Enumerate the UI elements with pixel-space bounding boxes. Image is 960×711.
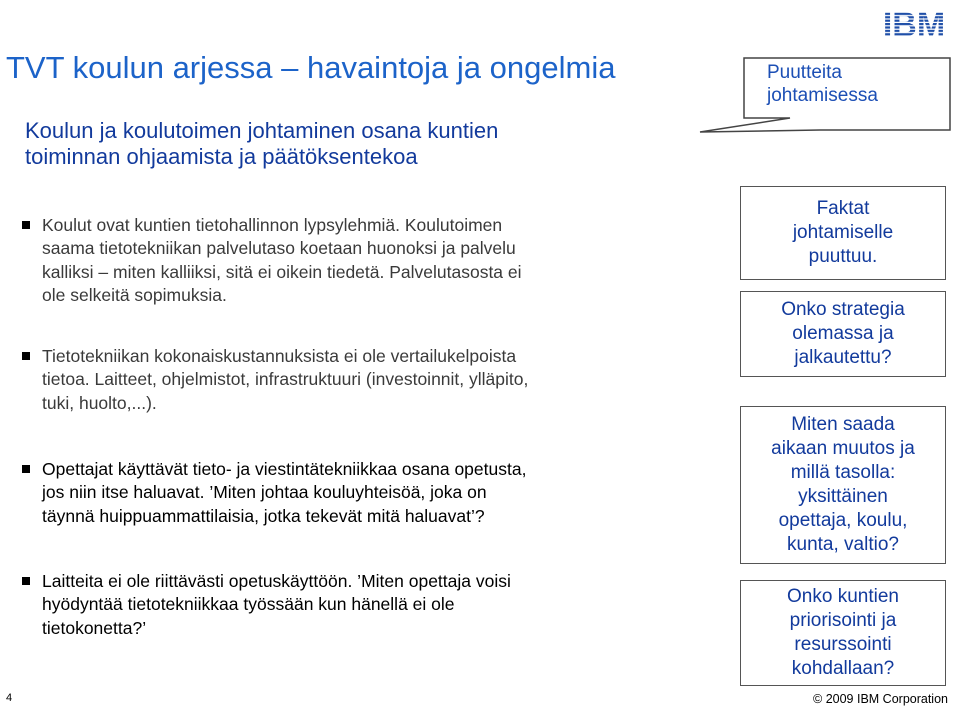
note-box-text: Faktat johtamiselle puuttuu. xyxy=(792,198,894,267)
note-box-text: Miten saada aikaan muutos ja millä tasolla: yksittäinen opettaja, koulu, kunta, valtio? xyxy=(771,414,915,555)
bullet-square-icon xyxy=(22,577,30,585)
note-box-facts xyxy=(740,186,946,280)
svg-text:IBM: IBM xyxy=(882,6,946,40)
bullet-text: Koulut ovat kuntien tietohallinnon lypsylehmiä. Koulutoimen saama tietotekniikan palvelutaso koetaan huonoksi ja palvelu kalliksi – miten kalliiksi, sitä ei oikein tiedetä. Palvelutasosta ei ole selkeitä sopimuksia. xyxy=(42,215,522,306)
page-number: 4 xyxy=(6,692,13,704)
note-box-change xyxy=(740,406,946,564)
bullet-square-icon xyxy=(22,221,30,229)
bullet-text: Tietotekniikan kokonaiskustannuksista ei ole vertailukelpoista tietoa. Laitteet, ohjelmistot, infrastruktuuri (investoinnit, ylläpito, tuki, huolto,...). xyxy=(42,346,529,413)
bullet-text: Laitteita ei ole riittävästi opetuskäyttöön. ’Miten opettaja voisi hyödyntää tietotekniikkaa työssään kun hänellä ei ole tietokonetta?’ xyxy=(42,571,511,638)
ibm-logo xyxy=(880,6,948,40)
bullet-text: Opettajat käyttävät tieto- ja viestintätekniikkaa osana opetusta, jos niin itse haluavat. ’Miten johtaa kouluyhteisöä, joka on täynnä huippuammattilaisia, jotka tekevät mitä haluavat’? xyxy=(42,459,527,526)
slide-title: TVT koulun arjessa – havaintoja ja ongelmia xyxy=(6,50,616,85)
bullet-square-icon xyxy=(22,352,30,360)
copyright: © 2009 IBM Corporation xyxy=(813,692,948,706)
note-box-text: Onko strategia olemassa ja jalkautettu? xyxy=(781,299,905,368)
bullet-square-icon xyxy=(22,465,30,473)
note-box-priorities xyxy=(740,580,946,686)
callout-text: Puutteita johtamisessa xyxy=(767,62,878,106)
slide-subtitle: Koulun ja koulutoimen johtaminen osana kuntien toiminnan ohjaamista ja päätöksentekoa xyxy=(25,118,499,169)
note-box-text: Onko kuntien priorisointi ja resurssointi kohdallaan? xyxy=(787,586,899,679)
note-box-strategy xyxy=(740,291,946,377)
